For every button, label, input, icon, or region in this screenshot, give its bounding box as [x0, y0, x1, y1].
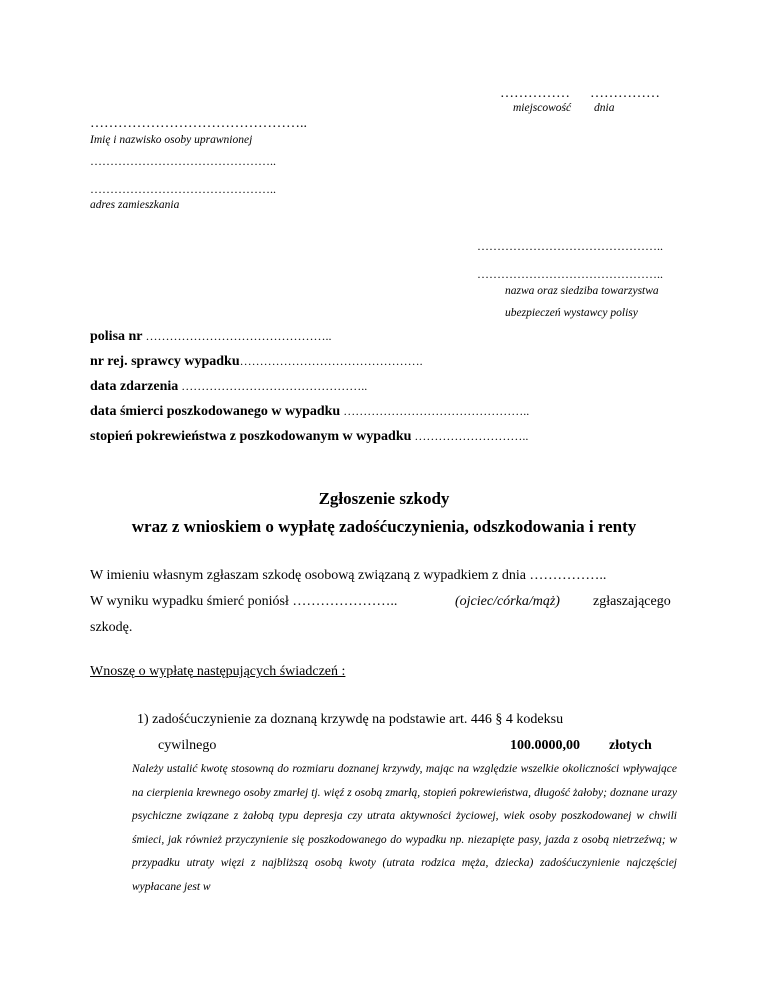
insurer-dots-1: ……………………………………….. — [477, 239, 663, 253]
applicant-address-label: adres zamieszkania — [90, 199, 180, 211]
date-dots: …………… — [590, 86, 660, 101]
applicant-name-dots: ……………………………………….. — [90, 116, 307, 131]
document-title: Zgłoszenie szkody — [318, 489, 450, 508]
item-1-currency: złotych — [609, 738, 652, 753]
insurer-label-1: nazwa oraz siedziba towarzystwa — [505, 285, 659, 297]
applicant-address-dots-1: ……………………………………….. — [90, 154, 276, 168]
item-1-note: Należy ustalić kwotę stosowną do rozmiaru doznanej krzywdy, mając na względzie wszelkie okoliczności wpływające na cierpienia krewnego osoby zmarłej tj. więź z osobą zmarłą, stopień pokrewieństwa, długość żałoby; doznane urazy psychiczne związane z żałobą typu depresja czy utrata aktywności życiowej, wiek osoby poszkodowanej w chwili śmieci, jak również przyczynienie się poszkodowanego do wypadku np. niezapięte pasy, jazda z osobą nietrzeźwą; w przypadku utraty więzi z najbliższą osobą kwoty (utrata rodzica męża, dziecka) zadośćuczynienie najczęściej wypłacane jest w — [132, 763, 677, 893]
date-label: dnia — [594, 102, 615, 114]
document-subtitle: wraz z wnioskiem o wypłatę zadośćuczynienia, odszkodowania i renty — [131, 517, 637, 536]
field-relationship-degree: stopień pokrewieństwa z poszkodowanym w wypadku ……………………….. — [90, 429, 529, 444]
applicant-name-label: Imię i nazwisko osoby uprawnionej — [90, 134, 253, 146]
insurer-label-2: ubezpieczeń wystawcy polisy — [505, 307, 638, 319]
field-perpetrator-registration: nr rej. sprawcy wypadku………………………………………. — [90, 354, 423, 369]
paragraph-line-2a: W wyniku wypadku śmierć poniósł ………………….. — [90, 594, 398, 609]
request-heading: Wnoszę o wypłatę następujących świadczeń : — [90, 664, 346, 679]
paragraph-line-3: szkodę. — [90, 620, 133, 635]
field-incident-date: data zdarzenia ……………………………………….. — [90, 379, 368, 394]
item-1-line-1: 1) zadośćuczynienie za doznaną krzywdę na podstawie art. 446 § 4 kodeksu — [137, 712, 564, 727]
field-policy-number: polisa nr ……………………………………….. — [90, 329, 332, 344]
applicant-address-dots-2: ……………………………………….. — [90, 182, 276, 196]
item-1-amount: 100.0000,00 — [510, 738, 580, 753]
paragraph-line-1: W imieniu własnym zgłaszam szkodę osobową związaną z wypadkiem z dnia …………….. — [90, 568, 607, 583]
place-dots: …………… — [500, 86, 570, 101]
field-death-date: data śmierci poszkodowanego w wypadku ……………………………………….. — [90, 404, 530, 419]
paragraph-line-2b: (ojciec/córka/mąż) — [455, 594, 560, 609]
place-label: miejscowość — [513, 102, 572, 114]
insurer-dots-2: ……………………………………….. — [477, 267, 663, 281]
item-1-line-2: cywilnego — [158, 738, 217, 753]
paragraph-line-2c: zgłaszającego — [593, 594, 671, 609]
